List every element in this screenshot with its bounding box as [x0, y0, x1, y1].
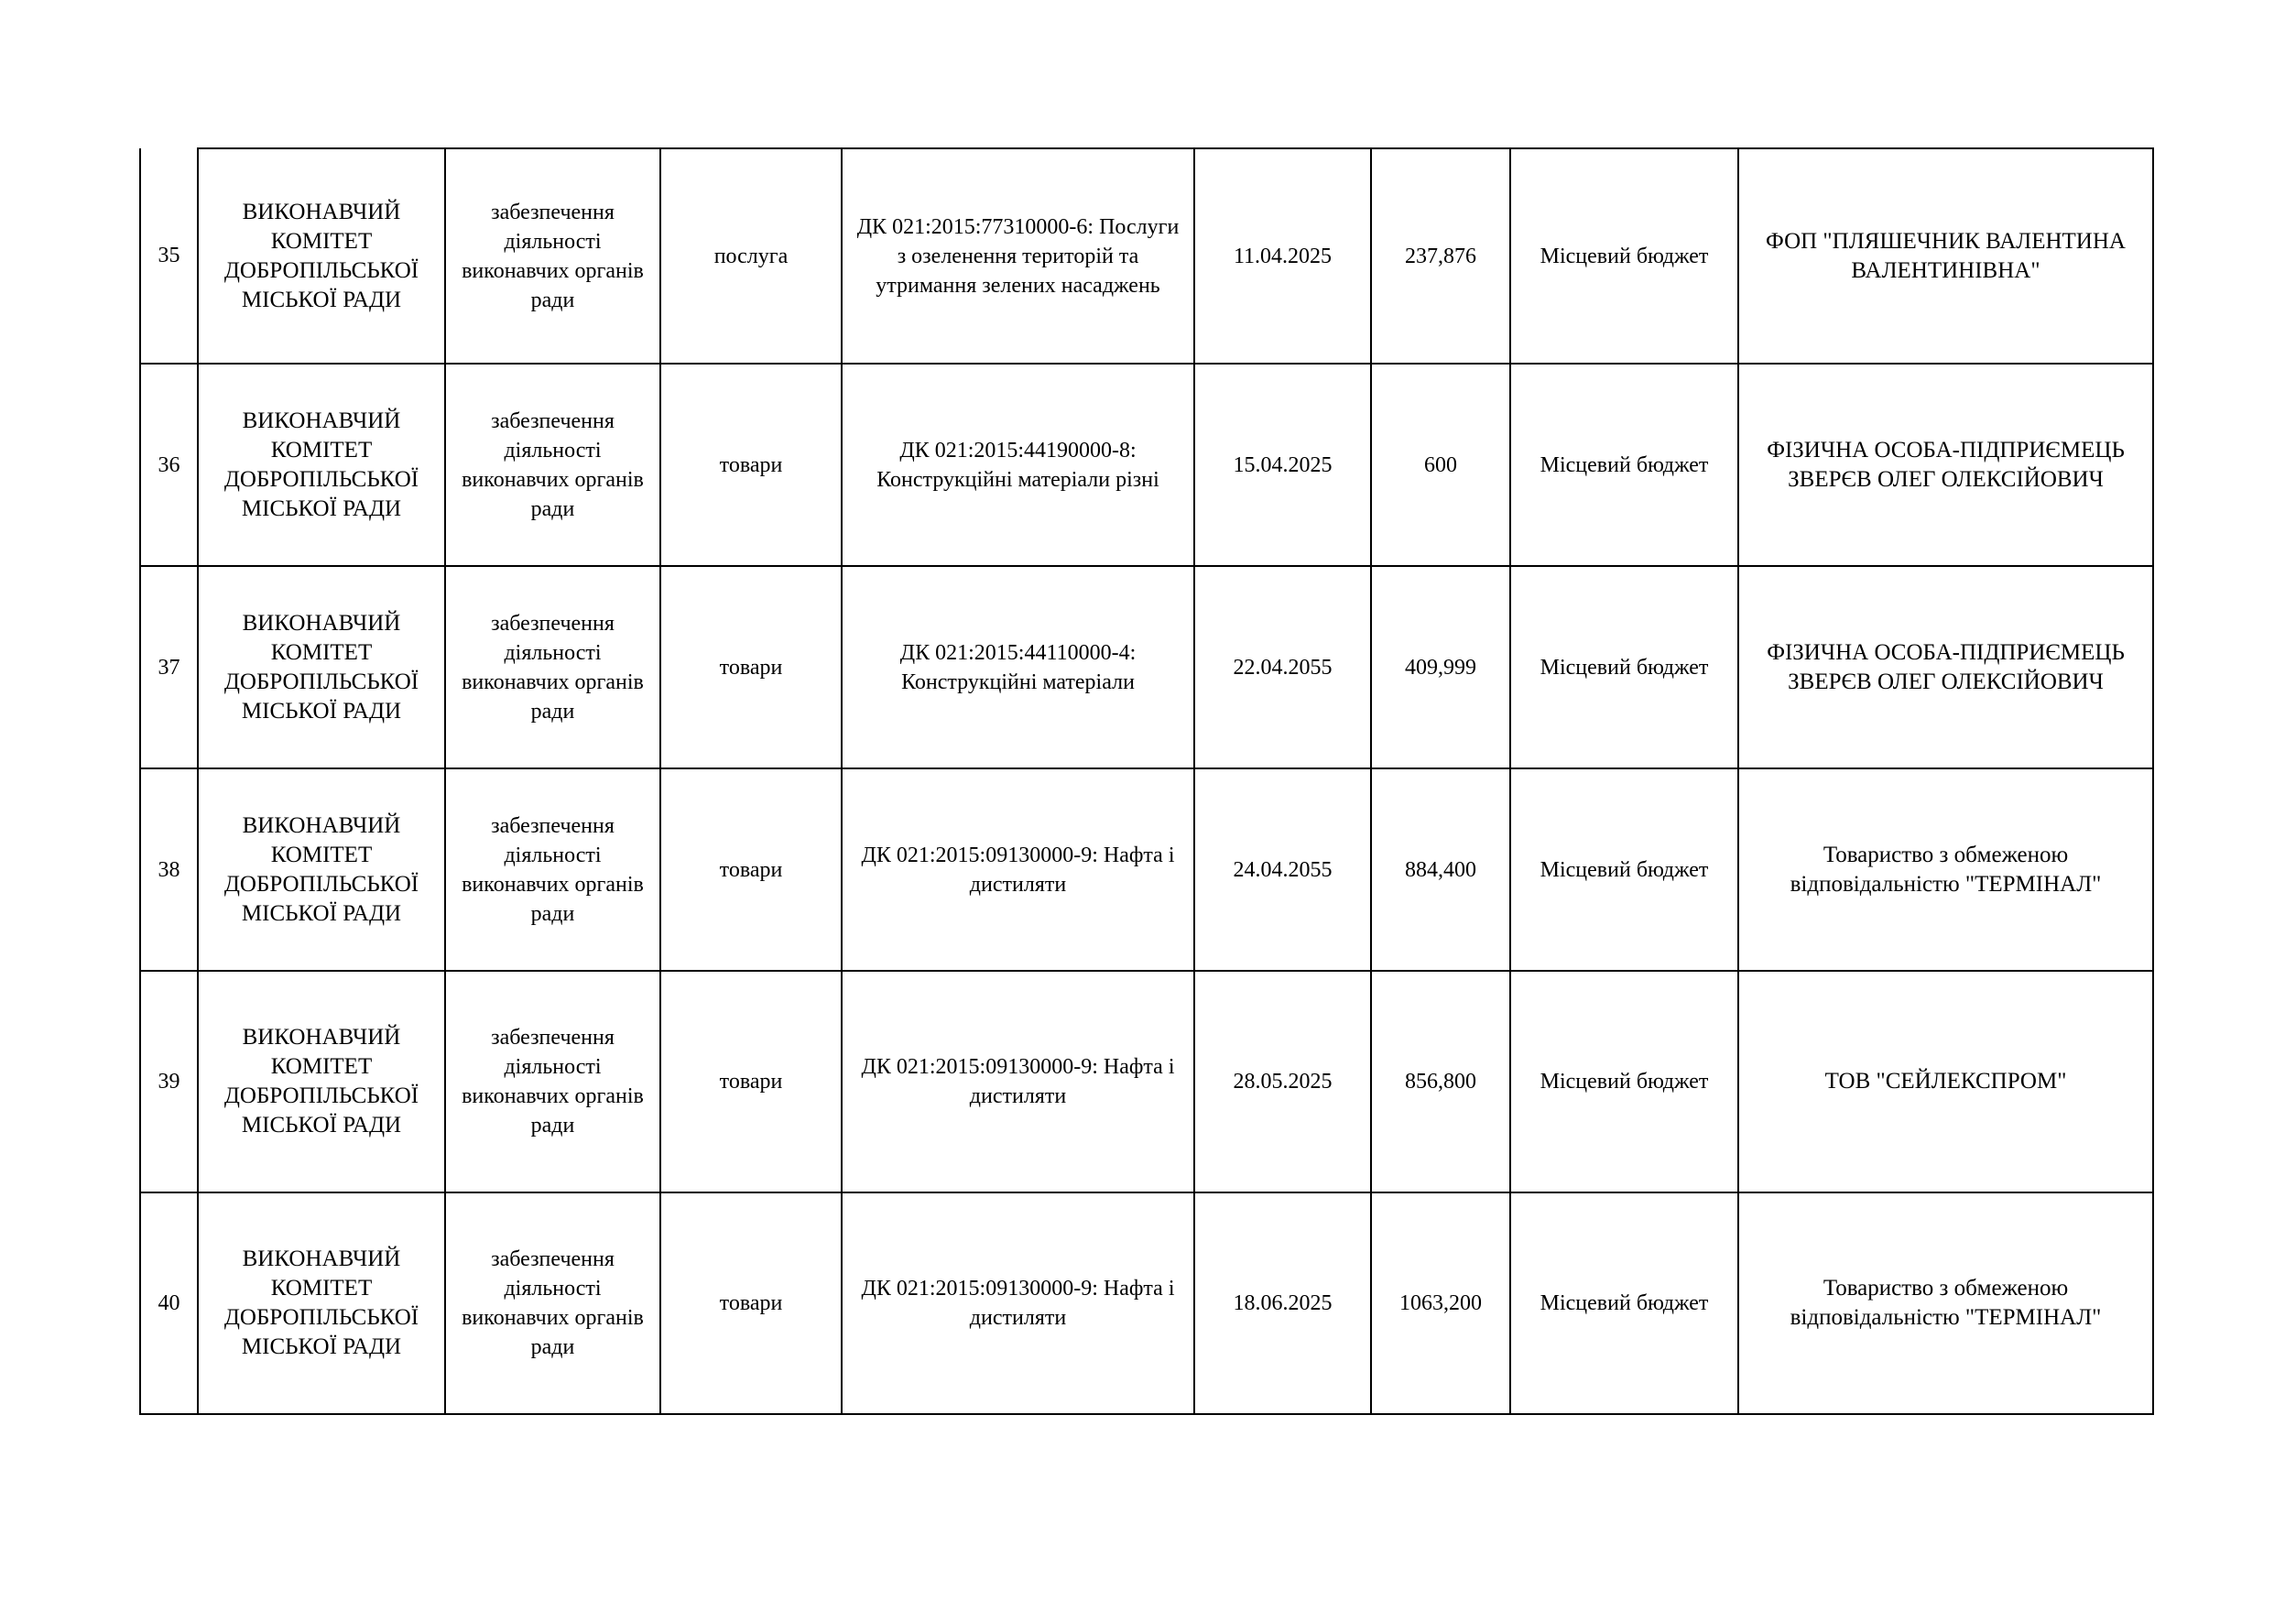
contract-amount: 856,800: [1371, 971, 1510, 1192]
cpv-code: ДК 021:2015:44110000-4: Конструкційні матеріали: [842, 566, 1194, 768]
cpv-code: ДК 021:2015:09130000-9: Нафта і дистиляти: [842, 1192, 1194, 1414]
table-row: [140, 364, 2153, 566]
row-number: 40: [140, 1192, 198, 1414]
customer-name: ВИКОНАВЧИЙ КОМІТЕТ ДОБРОПІЛЬСЬКОЇ МІСЬКОЇ РАДИ: [198, 148, 445, 364]
procurement-purpose: забезпечення діяльності виконавчих органів ради: [445, 148, 660, 364]
procurement-purpose: забезпечення діяльності виконавчих органів ради: [445, 971, 660, 1192]
table-row: [140, 971, 2153, 1192]
funding-source: Місцевий бюджет: [1510, 148, 1738, 364]
customer-name: ВИКОНАВЧИЙ КОМІТЕТ ДОБРОПІЛЬСЬКОЇ МІСЬКОЇ РАДИ: [198, 364, 445, 566]
procurement-table: [139, 147, 2154, 1415]
row-number: 35: [140, 148, 198, 364]
procurement-type: послуга: [660, 148, 842, 364]
supplier-name: Товариство з обмеженою відповідальністю "ТЕРМІНАЛ": [1738, 1192, 2153, 1414]
table-row: [140, 768, 2153, 971]
supplier-name: ФОП "ПЛЯШЕЧНИК ВАЛЕНТИНА ВАЛЕНТИНІВНА": [1738, 148, 2153, 364]
supplier-name: ФІЗИЧНА ОСОБА-ПІДПРИЄМЕЦЬ ЗВЕРЄВ ОЛЕГ ОЛЕКСІЙОВИЧ: [1738, 566, 2153, 768]
row-number: 36: [140, 364, 198, 566]
table-row: [140, 148, 2153, 364]
supplier-name: Товариство з обмеженою відповідальністю "ТЕРМІНАЛ": [1738, 768, 2153, 971]
cpv-code: ДК 021:2015:44190000-8: Конструкційні матеріали різні: [842, 364, 1194, 566]
procurement-purpose: забезпечення діяльності виконавчих органів ради: [445, 768, 660, 971]
contract-date: 18.06.2025: [1194, 1192, 1371, 1414]
row-number: 39: [140, 971, 198, 1192]
procurement-type: товари: [660, 971, 842, 1192]
cpv-code: ДК 021:2015:09130000-9: Нафта і дистиляти: [842, 768, 1194, 971]
contract-amount: 409,999: [1371, 566, 1510, 768]
customer-name: ВИКОНАВЧИЙ КОМІТЕТ ДОБРОПІЛЬСЬКОЇ МІСЬКОЇ РАДИ: [198, 971, 445, 1192]
contract-date: 15.04.2025: [1194, 364, 1371, 566]
customer-name: ВИКОНАВЧИЙ КОМІТЕТ ДОБРОПІЛЬСЬКОЇ МІСЬКОЇ РАДИ: [198, 768, 445, 971]
procurement-type: товари: [660, 566, 842, 768]
funding-source: Місцевий бюджет: [1510, 768, 1738, 971]
contract-amount: 1063,200: [1371, 1192, 1510, 1414]
supplier-name: ТОВ "СЕЙЛЕКСПРОМ": [1738, 971, 2153, 1192]
table-row: [140, 1192, 2153, 1414]
row-number: 38: [140, 768, 198, 971]
procurement-purpose: забезпечення діяльності виконавчих органів ради: [445, 566, 660, 768]
customer-name: ВИКОНАВЧИЙ КОМІТЕТ ДОБРОПІЛЬСЬКОЇ МІСЬКОЇ РАДИ: [198, 566, 445, 768]
contract-date: 22.04.2055: [1194, 566, 1371, 768]
funding-source: Місцевий бюджет: [1510, 971, 1738, 1192]
contract-date: 28.05.2025: [1194, 971, 1371, 1192]
procurement-purpose: забезпечення діяльності виконавчих органів ради: [445, 1192, 660, 1414]
procurement-purpose: забезпечення діяльності виконавчих органів ради: [445, 364, 660, 566]
supplier-name: ФІЗИЧНА ОСОБА-ПІДПРИЄМЕЦЬ ЗВЕРЄВ ОЛЕГ ОЛЕКСІЙОВИЧ: [1738, 364, 2153, 566]
funding-source: Місцевий бюджет: [1510, 364, 1738, 566]
contract-amount: 600: [1371, 364, 1510, 566]
procurement-type: товари: [660, 768, 842, 971]
customer-name: ВИКОНАВЧИЙ КОМІТЕТ ДОБРОПІЛЬСЬКОЇ МІСЬКОЇ РАДИ: [198, 1192, 445, 1414]
contract-date: 11.04.2025: [1194, 148, 1371, 364]
procurement-type: товари: [660, 364, 842, 566]
row-number: 37: [140, 566, 198, 768]
cpv-code: ДК 021:2015:77310000-6: Послуги з озеленення територій та утримання зелених насаджень: [842, 148, 1194, 364]
table-row: [140, 566, 2153, 768]
funding-source: Місцевий бюджет: [1510, 566, 1738, 768]
contract-amount: 884,400: [1371, 768, 1510, 971]
cpv-code: ДК 021:2015:09130000-9: Нафта і дистиляти: [842, 971, 1194, 1192]
contract-date: 24.04.2055: [1194, 768, 1371, 971]
contract-amount: 237,876: [1371, 148, 1510, 364]
procurement-type: товари: [660, 1192, 842, 1414]
funding-source: Місцевий бюджет: [1510, 1192, 1738, 1414]
